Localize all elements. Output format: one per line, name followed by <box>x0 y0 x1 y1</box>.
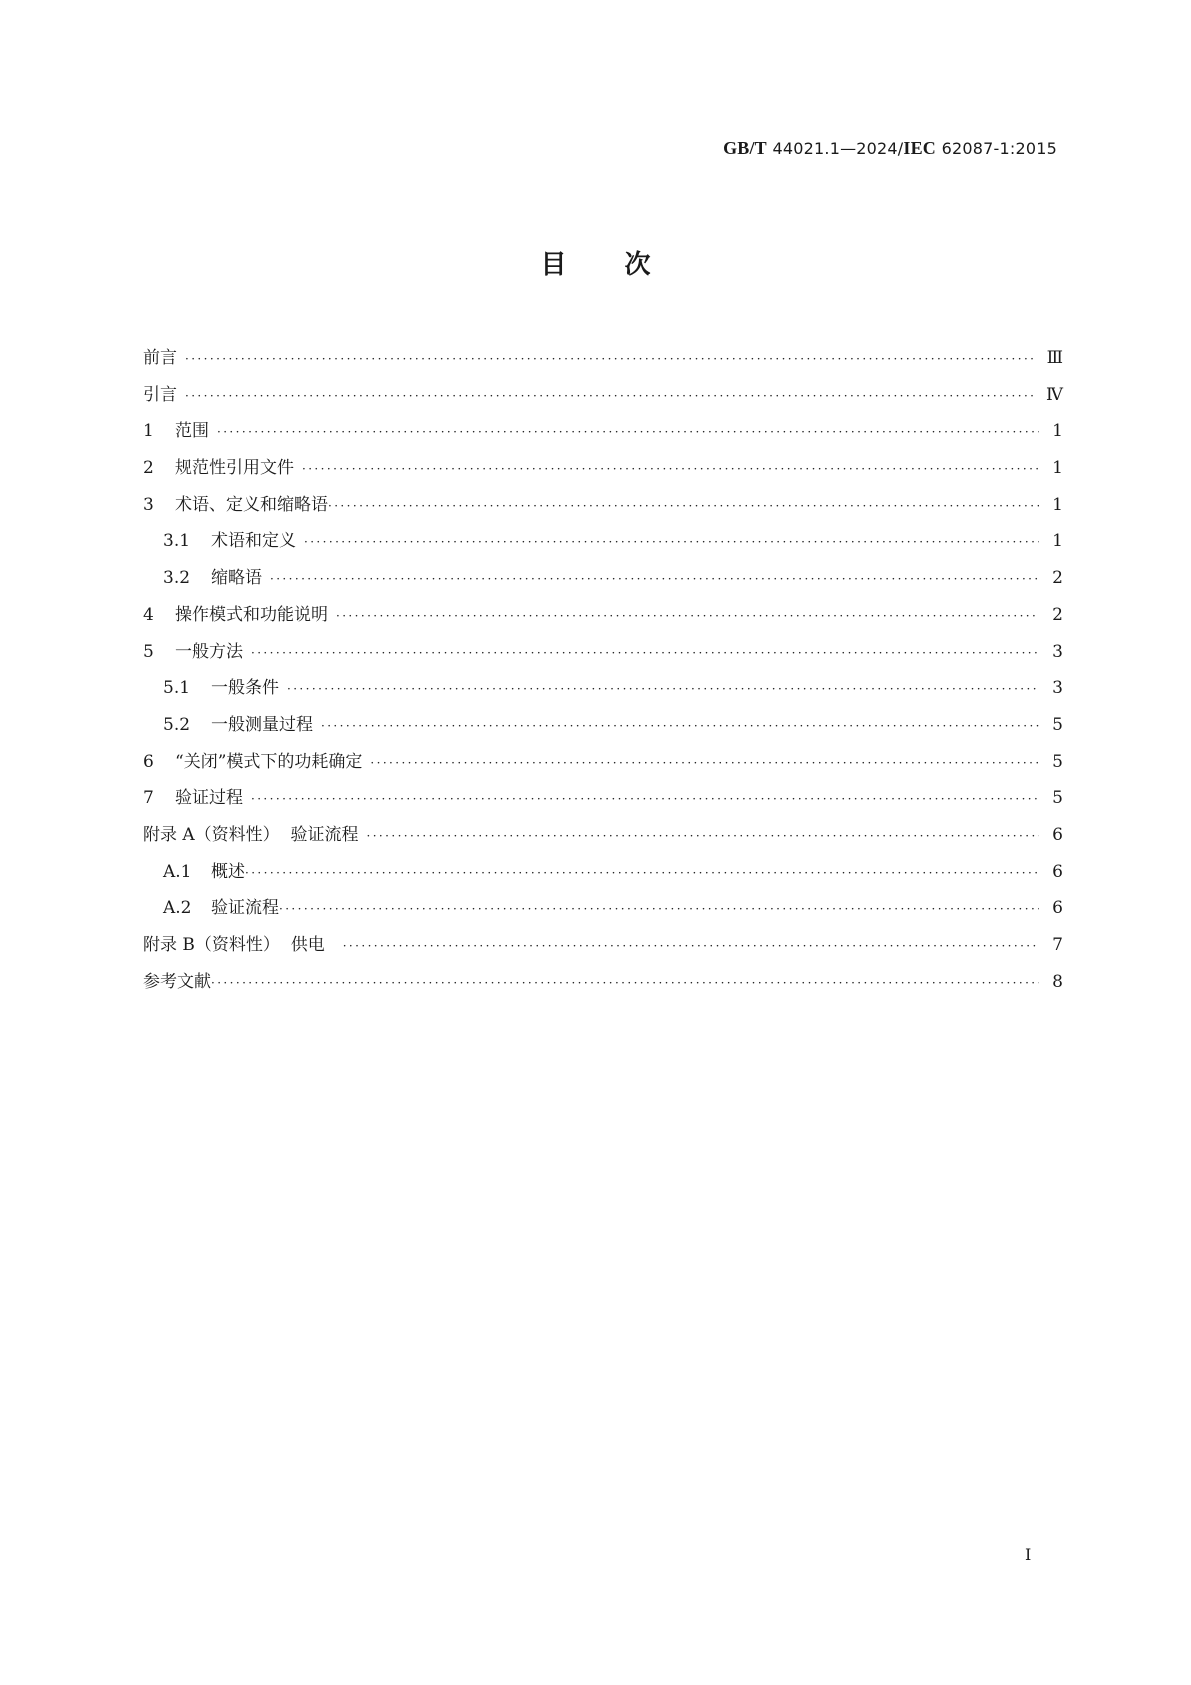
toc-entry-foreword[interactable] <box>143 340 1063 377</box>
toc-label: 规范性引用文件 <box>175 458 294 479</box>
toc-page: 1 <box>1052 531 1063 552</box>
toc-entry-general-conditions[interactable] <box>143 670 1063 707</box>
dot-leader <box>217 414 1039 451</box>
dot-leader <box>367 818 1040 855</box>
toc-page: 8 <box>1052 971 1063 992</box>
dot-leader <box>304 524 1039 561</box>
dot-leader <box>245 855 1039 892</box>
toc-entry-terms-definitions[interactable] <box>143 523 1063 560</box>
toc-number: 6 <box>143 751 154 772</box>
toc-number: A.1 <box>163 861 192 882</box>
toc-label: 术语和定义 <box>211 531 296 552</box>
toc-page: Ⅲ <box>1046 348 1063 368</box>
toc-page: 2 <box>1052 568 1063 589</box>
dot-leader <box>302 451 1039 488</box>
toc-page: 5 <box>1052 788 1063 809</box>
toc-entry-annex-a[interactable] <box>143 817 1063 854</box>
toc-number: 5.1 <box>163 678 191 699</box>
toc-number: 4 <box>143 604 154 625</box>
toc-entry-general-measurement[interactable] <box>143 707 1063 744</box>
dot-leader <box>336 598 1039 635</box>
dot-leader <box>370 745 1039 782</box>
toc-label: “关闭”模式下的功耗确定 <box>175 751 363 772</box>
toc-number: 3 <box>143 494 154 515</box>
toc-entry-annex-a-overview[interactable] <box>143 854 1063 891</box>
iec-number: 62087-1:2015 <box>941 139 1057 158</box>
toc-page: 3 <box>1052 641 1063 662</box>
toc-page: 7 <box>1052 935 1063 955</box>
toc-page: Ⅳ <box>1046 384 1063 405</box>
toc-page: 1 <box>1052 421 1063 442</box>
dot-leader <box>279 891 1039 928</box>
toc-entry-terms-definitions-abbreviations[interactable] <box>143 487 1063 524</box>
toc-number: 5 <box>143 641 154 662</box>
toc-page: 1 <box>1052 458 1063 479</box>
dot-leader <box>211 965 1039 1002</box>
toc-label: 一般方法 <box>175 641 243 662</box>
toc-label: 缩略语 <box>211 568 262 589</box>
iec-prefix: IEC <box>903 138 937 158</box>
toc-label: 术语、定义和缩略语 <box>175 494 328 515</box>
dot-leader <box>321 708 1039 745</box>
toc-label: 前言 <box>143 348 177 368</box>
toc-label: 范围 <box>175 421 209 442</box>
toc-page: 3 <box>1052 678 1063 699</box>
toc-entry-scope[interactable] <box>143 413 1063 450</box>
standard-prefix: GB/T <box>723 138 767 158</box>
toc-entry-off-mode-power[interactable] <box>143 744 1063 781</box>
toc-label: 一般测量过程 <box>211 714 313 735</box>
dot-leader <box>343 928 1039 965</box>
toc-label: 操作模式和功能说明 <box>175 604 328 625</box>
toc-entry-annex-b[interactable] <box>143 927 1063 964</box>
toc-number: A.2 <box>163 898 192 919</box>
toc-number: 7 <box>143 788 154 809</box>
document-header <box>723 138 1057 159</box>
toc-number: 3.2 <box>163 568 191 589</box>
toc-label: 参考文献 <box>143 971 211 992</box>
dot-leader <box>251 635 1039 672</box>
page-title: 目次 <box>540 250 709 280</box>
toc-page: 1 <box>1052 494 1063 515</box>
toc-entry-abbreviations[interactable] <box>143 560 1063 597</box>
toc-page: 5 <box>1052 714 1063 735</box>
dot-leader <box>185 341 1037 378</box>
toc-entry-introduction[interactable] <box>143 377 1063 414</box>
toc-entry-bibliography[interactable] <box>143 964 1063 1001</box>
toc-entry-annex-a-verification-flow[interactable] <box>143 890 1063 927</box>
dot-leader <box>251 781 1039 818</box>
toc-label: 一般条件 <box>211 678 279 699</box>
toc-page: 2 <box>1052 604 1063 625</box>
toc-entry-normative-references[interactable] <box>143 450 1063 487</box>
table-of-contents <box>143 340 1063 1000</box>
toc-label: 引言 <box>143 384 177 405</box>
toc-number: 3.1 <box>163 531 191 552</box>
dot-leader <box>185 378 1036 415</box>
toc-page: 6 <box>1052 898 1063 919</box>
toc-entry-verification-procedure[interactable] <box>143 780 1063 817</box>
toc-label: 验证过程 <box>175 788 243 809</box>
toc-number: 1 <box>143 421 154 442</box>
dot-leader <box>287 671 1039 708</box>
toc-number: 5.2 <box>163 714 191 735</box>
toc-entry-general-methods[interactable] <box>143 634 1063 671</box>
toc-label: 概述 <box>211 861 245 882</box>
toc-page: 6 <box>1052 861 1063 882</box>
toc-label: 验证流程 <box>211 898 279 919</box>
toc-label: 附录 A（资料性） 验证流程 <box>143 824 359 845</box>
dot-leader <box>328 488 1039 525</box>
toc-page: 6 <box>1052 824 1063 845</box>
page-number: I <box>1025 1545 1032 1564</box>
toc-entry-operating-modes[interactable] <box>143 597 1063 634</box>
toc-label: 附录 B（资料性） 供电 <box>143 935 325 955</box>
toc-page: 5 <box>1052 751 1063 772</box>
toc-number: 2 <box>143 458 154 479</box>
standard-number: 44021.1—2024/ <box>772 139 904 158</box>
dot-leader <box>270 561 1039 598</box>
